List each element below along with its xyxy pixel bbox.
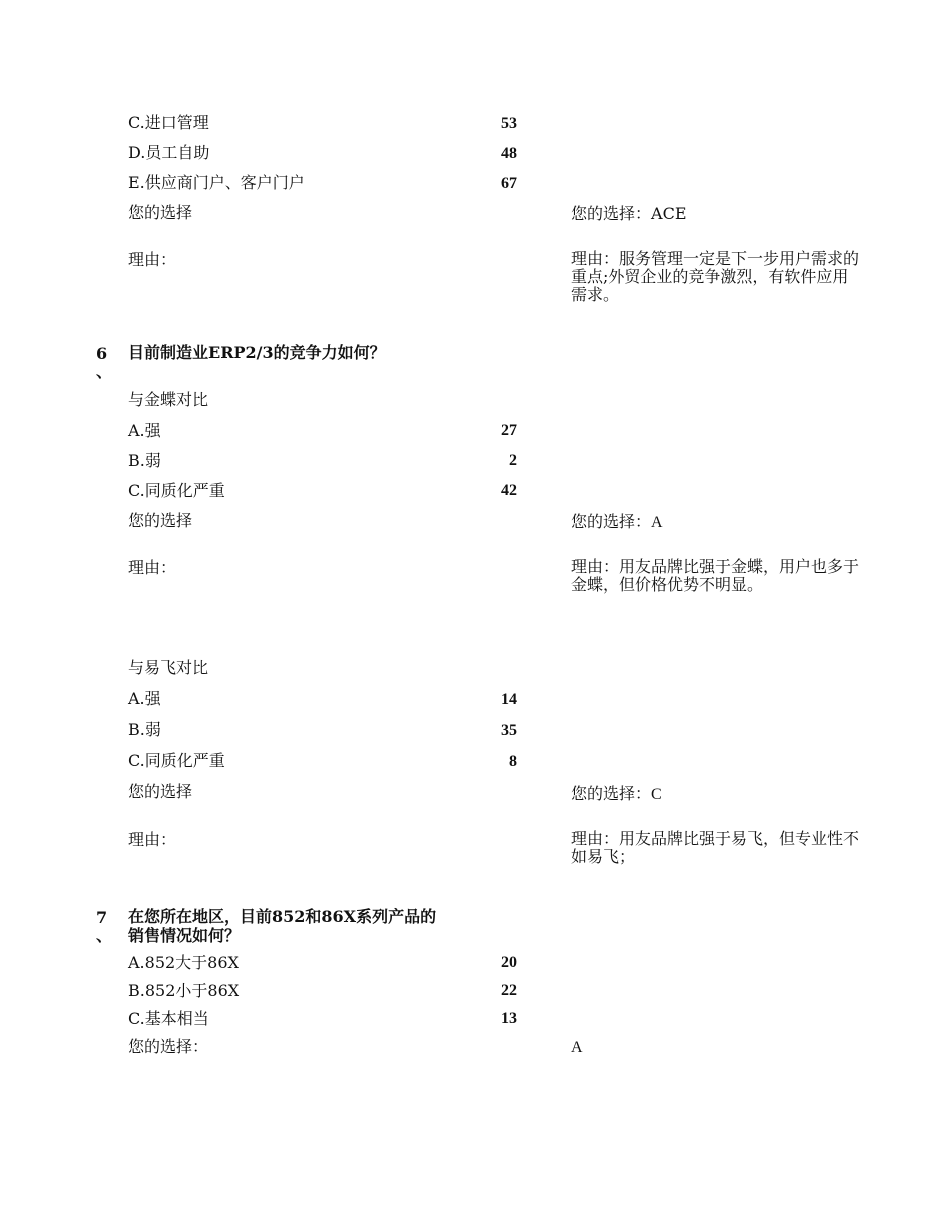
answer-prefix: 您的选择： bbox=[571, 204, 652, 223]
choice-label: 您的选择： bbox=[128, 1037, 209, 1056]
choice-label: 您的选择 bbox=[128, 511, 193, 530]
option-label: A.852大于86X bbox=[128, 953, 239, 972]
answer-prefix: 您的选择： bbox=[571, 784, 652, 803]
option-count: 27 bbox=[501, 422, 517, 439]
reason-text: 理由：服务管理一定是下一步用户需求的重点;外贸企业的竞争激烈，有软件应用需求。 bbox=[571, 249, 860, 304]
option-label: E.供应商门户、客户门户 bbox=[128, 173, 305, 192]
option-count: 48 bbox=[501, 145, 517, 162]
answer bbox=[571, 784, 662, 805]
option-label: C.基本相当 bbox=[128, 1009, 209, 1028]
question-title-line-2: 销售情况如何？ bbox=[128, 926, 241, 945]
option-label: D.员工自助 bbox=[128, 143, 210, 162]
option-label: B.弱 bbox=[128, 451, 161, 470]
option-label: A.强 bbox=[128, 421, 161, 440]
answer-prefix: 您的选择： bbox=[571, 512, 652, 531]
option-count: 20 bbox=[501, 954, 517, 971]
comparison-heading-kingdee: 与金蝶对比 bbox=[128, 390, 209, 409]
answer bbox=[571, 204, 687, 224]
reason-label: 理由： bbox=[128, 558, 177, 577]
question-number-mark: 、 bbox=[96, 362, 113, 381]
option-count: 35 bbox=[501, 722, 517, 739]
option-count: 53 bbox=[501, 115, 517, 132]
question-title: 目前制造业ERP2/3的竞争力如何？ bbox=[128, 343, 386, 362]
option-count: 67 bbox=[501, 175, 517, 192]
option-label: A.强 bbox=[128, 689, 161, 708]
comparison-heading-yifei: 与易飞对比 bbox=[128, 658, 209, 677]
question-number: 6 bbox=[96, 344, 108, 363]
option-count: 42 bbox=[501, 482, 517, 499]
option-count: 2 bbox=[509, 452, 517, 469]
option-label: B.852小于86X bbox=[128, 981, 240, 1000]
reason-label: 理由： bbox=[128, 250, 177, 269]
answer bbox=[571, 512, 663, 533]
question-title-line-1: 在您所在地区，目前852和86X系列产品的 bbox=[128, 907, 437, 926]
reason-text: 理由：用友品牌比强于金蝶，用户也多于金蝶，但价格优势不明显。 bbox=[571, 557, 860, 594]
reason-label: 理由： bbox=[128, 830, 177, 849]
option-label: C.同质化严重 bbox=[128, 751, 225, 770]
option-count: 14 bbox=[501, 691, 517, 708]
option-label: C.同质化严重 bbox=[128, 481, 225, 500]
question-number-mark: 、 bbox=[96, 926, 113, 945]
option-count: 13 bbox=[501, 1010, 517, 1027]
reason-text: 理由：用友品牌比强于易飞，但专业性不如易飞； bbox=[571, 829, 860, 866]
option-count: 8 bbox=[509, 753, 517, 770]
answer-value: ACE bbox=[651, 204, 687, 223]
answer-value: A bbox=[571, 1039, 583, 1056]
option-count: 22 bbox=[501, 982, 517, 999]
option-label: C.进口管理 bbox=[128, 113, 209, 132]
answer-value: A bbox=[651, 514, 663, 531]
choice-label: 您的选择 bbox=[128, 203, 193, 222]
question-number: 7 bbox=[96, 908, 108, 927]
choice-label: 您的选择 bbox=[128, 782, 193, 801]
option-label: B.弱 bbox=[128, 720, 161, 739]
answer-value: C bbox=[651, 786, 662, 803]
